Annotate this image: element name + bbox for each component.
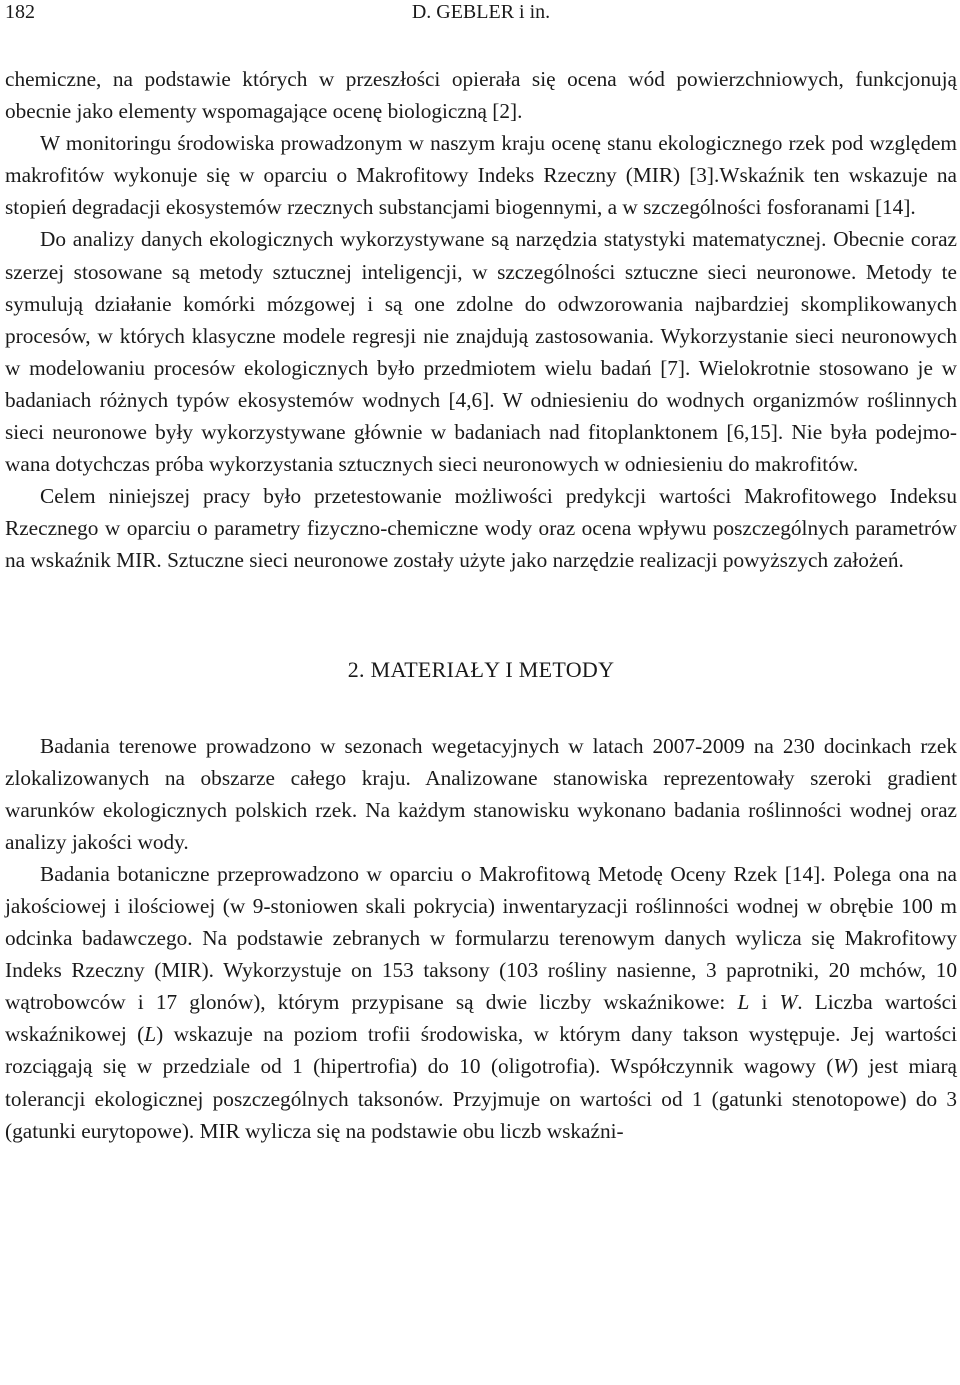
paragraph-botanical-method [5, 858, 957, 1147]
method-text-part-4: ) jest miarą tolerancji ekologicznej poszczególnych taksonów. Przyjmuje on wartości od 1 (gatunki stenotopowe) do 3 (gatunki eurytopowe). MIR wylicza się na podstawie obu liczb wskaźni- [5, 1054, 957, 1143]
paragraph-neural-networks: Do analizy danych ekologicznych wykorzystywane są narzędzia statystyki matematycznej. Obecnie coraz szerzej stosowane są metody sztucznej inteligencji, w szczególności sztuczne sieci neuronowe. Metody te symulują działanie komórki mózgowej i są one zdolne do odwzorowania najbardziej skomplikowanych procesów, w których klasyczne modele regresji nie znajdują zastosowania. Wykorzystanie sieci neuronowych w modelowaniu procesów ekologicznych było przedmiotem wielu badań [7]. Wielokrotnie stosowano je w badaniach różnych typów ekosystemów wodnych [4,6]. W odniesieniu do wodnych organizmów roślinnych sieci neuronowe były wykorzystywane głównie w badaniach nad fitoplanktonem [6,15]. Nie była podejmowana dotychczas próba wykorzystania sztucznych sieci neuronowych w odniesieniu do makrofitów. [5, 227, 957, 477]
paragraph-monitoring: W monitoringu środowiska prowadzonym w naszym kraju ocenę stanu ekologicznego rzek pod względem makrofitów wykonuje się w oparciu o Makrofitowy Indeks Rzeczny (MIR) [3].Wskaźnik ten wskazuje na stopień degradacji ekosystemów rzecznych substancjami biogennymi, a w szczególności fosforanami [14]. [5, 131, 957, 220]
page-number: 182 [5, 1, 35, 23]
method-text-part-3: ) wskazuje na poziom trofii środowiska, w którym dany takson występuje. Jej wartości rozciągają się w przedziale od 1 (hipertrofia) do 10 (oligotrofia). Współczynnik wagowy ( [5, 1022, 957, 1079]
running-header [5, 0, 957, 24]
paragraph-aim: Celem niniejszej pracy było przetestowanie możliwości predykcji wartości Makrofitowego Indeksu Rzecznego w oparciu o parametry fizyczno-chemiczne wody oraz ocena wpływu poszczególnych parametrów na wskaźnik MIR. Sztuczne sieci neuronowe zostały użyte jako narzędzie realizacji powyższych założeń. [5, 484, 957, 573]
symbol-l-inline: L [144, 1022, 157, 1047]
symbol-w-inline: W [833, 1054, 852, 1079]
section-body [5, 730, 957, 1147]
paragraph-field-study: Badania terenowe prowadzono w sezonach wegetacyjnych w latach 2007-2009 na 230 docinkach rzek zlokalizowanych na obszarze całego kraju. Analizowane stanowiska reprezentowały szeroki gradient warunków ekologicznych polskich rzek. Na każdym stanowisku wykonano badania roślinności wodnej oraz analizy jakości wody. [5, 733, 957, 854]
paragraph-intro-continuation: chemiczne, na podstawie których w przeszłości opierała się ocena wód powierzchniowych, funkcjonują obecnie jako elementy wspomagające ocenę biologiczną [2]. [5, 67, 957, 124]
section-heading: 2. MATERIAŁY I METODY [347, 656, 615, 682]
symbol-l: L [737, 990, 750, 1015]
conjunction-i: i [749, 990, 780, 1015]
symbol-w: W [779, 990, 798, 1015]
header-authors: D. GEBLER i in. [411, 1, 551, 23]
body-text [5, 63, 957, 1147]
method-text-part-1: Badania botaniczne przeprowadzono w oparciu o Makrofitową Metodę Oceny Rzek [14]. Polega ona na jakościowej i ilościowej (w 9-stoniowen skali pokrycia) inwentaryzacji roślinności wodnej w obrębie 100 m odcinka badawczego. Na podstawie zebranych w formularzu terenowym danych wylicza się Makrofitowy Indeks Rzeczny (MIR). Wykorzystuje on 153 taksony (103 rośliny nasienne, 3 paprotniki, 20 mchów, 10 wątrobowców i 17 glonów), którym przypisane są dwie liczby wskaźnikowe: [5, 861, 957, 1015]
document-page [5, 0, 957, 1147]
method-text-part-2: . Liczba wartości wskaźnikowej ( [5, 990, 957, 1047]
